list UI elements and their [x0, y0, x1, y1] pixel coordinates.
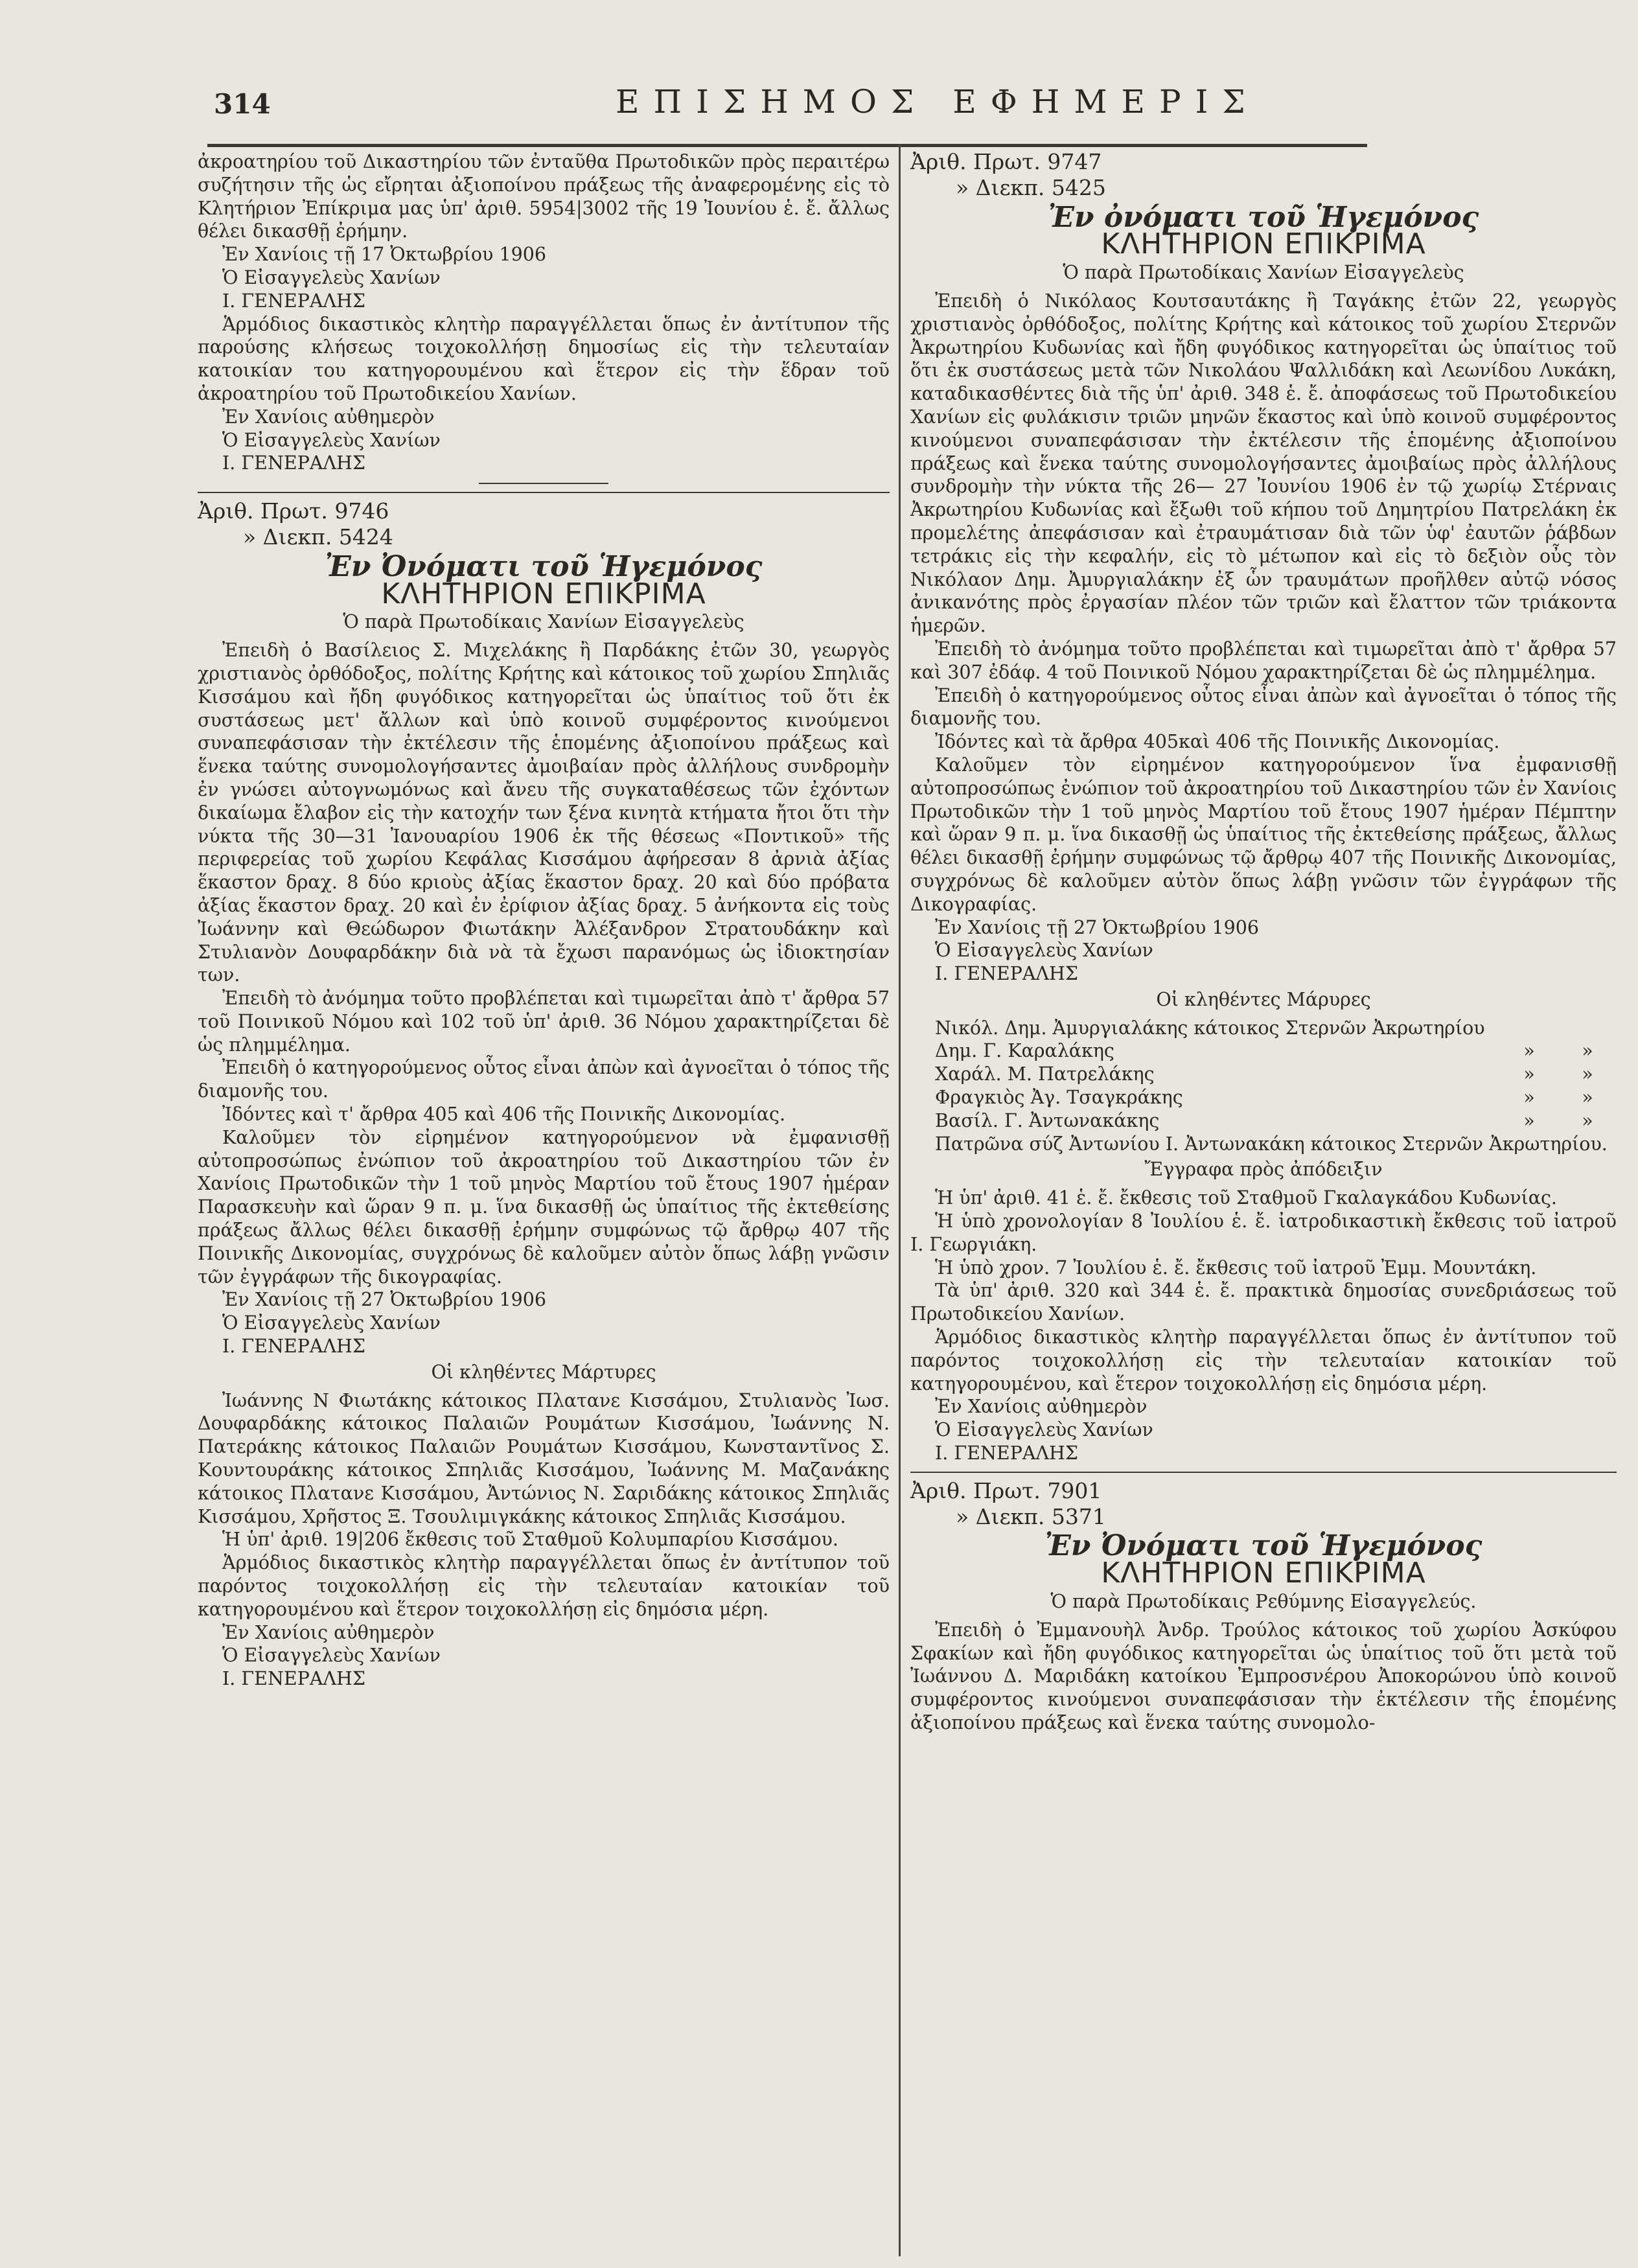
witnesses-table — [910, 1017, 1617, 1133]
case-date: Ἐν Χανίοις τῇ 27 Ὀκτωβρίου 1906 — [935, 916, 1259, 938]
case-notice: Ἁρμόδιος δικαστικὸς κλητὴρ παραγγέλλεται ὅπως ἐν ἀντίτυπον τοῦ παρόντος τοιχοκολλήσῃ εἰς τὴν τελευταίαν κατοικίαν τοῦ κατηγορουμένου καὶ ἕτερον τοιχοκολλήσῃ εἰς δημόσια μέρη. — [198, 1552, 890, 1620]
witness-name: Φραγκιὸς Ἀγ. Τσαγκράκης — [935, 1087, 1183, 1109]
ditto-mark: » — [1523, 1063, 1535, 1085]
protocol-number: Ἀριθ. Πρωτ. 9746 — [198, 498, 389, 524]
right-column — [910, 150, 1617, 1735]
ditto-mark: » — [1523, 1087, 1535, 1109]
ditto-mark: » — [1582, 1087, 1593, 1109]
case-notice-signature-name: Ι. ΓΕΝΕΡΑΛΗΣ — [222, 1668, 366, 1690]
case-heading: Ἐν ὀνόματι τοῦ Ἡγεμόνος — [1048, 200, 1479, 234]
witness-name: Χαράλ. Μ. Πατρελάκης — [935, 1063, 1155, 1085]
case-signature-name: Ι. ΓΕΝΕΡΑΛΗΣ — [935, 963, 1079, 985]
case-notice: Ἁρμόδιος δικαστικὸς κλητὴρ παραγγέλλεται ὅπως ἐν ἀντίτυπον τοῦ παρόντος τοιχοκολλήσῃ εἰς τὴν τελευταίαν κατοικίαν τοῦ κατηγορουμένου, καὶ ἕτερον τοιχοκολλήσῃ εἰς δημόσια μέρη. — [910, 1326, 1617, 1394]
case-paragraph: Καλοῦμεν τὸν εἰρημένον κατηγορούμενον νὰ ἐμφανισθῇ αὐτοπροσώπως ἐνώπιον τοῦ ἀκροατηρίου τοῦ Δικαστηρίου τῶν ἐν Χανίοις Πρωτοδικῶν τὴν 1 τοῦ μηνὸς Μαρτίου τοῦ ἔτους 1907 ἡμέραν Παρασκευὴν καὶ ὥραν 9 π. μ. ἵνα δικασθῇ ὡς ὑπαίτιος τῆς ἐκτεθείσης πράξεως ἄλλως θέλει δικασθῇ ἐρήμην συμφώνως τῷ ἄρθρῳ 407 τῆς Ποινικῆς Δικονομίας, συγχρόνως δὲ καλοῦμεν αὐτὸν ὅπως λάβῃ γνῶσιν τῶν ἐγγράφων τῆς δικογραφίας. — [198, 1126, 890, 1288]
section-divider — [479, 483, 608, 484]
protocol-number: Ἀριθ. Πρωτ. 9747 — [910, 149, 1102, 174]
intro-signature-name: Ι. ΓΕΝΕΡΑΛΗΣ — [222, 290, 366, 312]
witness-name: Νικόλ. Δημ. Ἀμυργιαλάκης κάτοικος Στερνῶν Ἀκρωτηρίου — [935, 1017, 1485, 1039]
case-date: Ἐν Χανίοις τῇ 27 Ὀκτωβρίου 1906 — [222, 1289, 546, 1311]
case-signature-name: Ι. ΓΕΝΕΡΑΛΗΣ — [222, 1336, 366, 1358]
case-paragraph: Ἐπειδὴ ὁ Βασίλειος Σ. Μιχελάκης ἢ Παρδάκης ἐτῶν 30, γεωργὸς χριστιανὸς ὀρθόδοξος, πολίτης Κρήτης καὶ κάτοικος τοῦ χωρίου Σπηλιᾶς Κισσάμου καὶ ἤδη φυγόδικος κατηγορεῖται ὡς ὑπαίτιος τοῦ ὅτι ἐκ συστάσεως μετ' ἄλλων καὶ ὑπὸ κοινοῦ συμφέροντος κινούμενοι συναπεφάσισαν τὴν ἐκτέλεσιν τῆς ἑπομένης ἀξιοποίνου πράξεως καὶ ἕνεκα ταύτης συνομολογήσαντες ἀμοιβαίαν πρὸς ἀλλήλους συνδρομὴν ἐν γνώσει αὐτογνωμόνως καὶ ἄνευ τῆς συγκαταθέσεως τῶν ἐχόντων δικαίωμα ἔλαβον εἰς τὴν κατοχήν των ξένα κινητὰ κτήματα ἤτοι ὅτι τὴν νύκτα τῆς 30—31 Ἰανουαρίου 1906 ἐκ τῆς θέσεως «Ποντικοῦ» τῆς περιφερείας τοῦ χωρίου Κεφάλας Κισσάμου ἀφήρεσαν 8 ἀρνιὰ ἀξίας ἕκαστον δραχ. 8 δύο κριοὺς ἀξίας ἕκαστον δραχ. 20 καὶ δύο πρόβατα ἀξίας ἕκαστον δραχ. 20 καὶ ἐν ἐρίφιον ἀξίας δραχ. 5 ἀνήκοντα εἰς τοὺς Ἰωάννην καὶ Θεώδωρον Φιωτάκην Ἀλέξανδρον Στρατουδάκην καὶ Στυλιανὸν Δουφαρδάκην διὰ νὰ τὰ ἔχωσι παρανόμως ὡς ἰδιοκτησίαν των. — [198, 640, 890, 986]
witnesses-heading: Οἱ κληθέντες Μάρυρες — [1156, 988, 1371, 1010]
case-notice-signature-title: Ὁ Εἰσαγγελεὺς Χανίων — [222, 1645, 441, 1667]
witness-name: Δημ. Γ. Καραλάκης — [935, 1040, 1114, 1062]
dispatch-number: » Διεκπ. 5371 — [956, 1503, 1106, 1529]
case-prosecutor: Ὁ παρὰ Πρωτοδίκαις Χανίων Εἰσαγγελεὺς — [1063, 262, 1464, 284]
case-prosecutor: Ὁ παρὰ Πρωτοδίκαις Ρεθύμνης Εἰσαγγελεύς. — [1050, 1591, 1477, 1613]
newspaper-title: ΕΠΙΣΗΜΟΣ ΕΦΗΜΕΡΙΣ — [616, 83, 1260, 121]
case-title: ΚΛΗΤΗΡΙΟΝ ΕΠΙΚΡΙΜΑ — [381, 577, 706, 610]
witnesses-heading: Οἱ κληθέντες Μάρτυρες — [431, 1361, 656, 1383]
ditto-mark: » — [1523, 1109, 1535, 1131]
case-paragraph: Ἰδόντες καὶ τ' ἄρθρα 405 καὶ 406 τῆς Ποινικῆς Δικονομίας. — [222, 1104, 786, 1126]
notice-date: Ἐν Χανίοις αὐθημερὸν — [222, 406, 435, 428]
ditto-mark: » — [1523, 1040, 1535, 1062]
header-rule — [207, 144, 1367, 147]
ditto-mark: » — [1582, 1063, 1593, 1085]
case-rule — [198, 492, 890, 493]
case-paragraph: Ἐπειδὴ ὁ Ἐμμανουὴλ Ἀνδρ. Τρούλος κάτοικος τοῦ χωρίου Ἀσκύφου Σφακίων καὶ ἤδη φυγόδικος κατηγορεῖται ὡς ὑπαίτιος τοῦ ὅτι μετὰ τοῦ Ἰωάννου Δ. Μαριδάκη κατοίκου Ἐμπροσνέρου Ἀποκορώνου ὑπὸ κοινοῦ συμφέροντος κινούμενοι συναπεφάσισαν τὴν ἐκτέλεσιν τῆς ἑπομένης ἀξιοποίνου πράξεως καὶ ἕνεκα ταύτης συνομολο- — [910, 1619, 1617, 1733]
column-divider — [899, 144, 901, 2256]
notice-paragraph: Ἁρμόδιος δικαστικὸς κλητὴρ παραγγέλλεται ὅπως ἐν ἀντίτυπον τῆς παρούσης κλήσεως τοιχοκολλήσῃ δημοσίως εἰς τὴν τελευταίαν κατοικίαν του κατηγορουμένου καὶ ἕτερον εἰς τὴν ἕδραν τοῦ ἀκροατηρίου τοῦ Πρωτοδικείου Χανίων. — [198, 313, 890, 404]
witnesses-list: Ἰωάννης Ν Φιωτάκης κάτοικος Πλατανε Κισσάμου, Στυλιανὸς Ἰωσ. Δουφαρδάκης κάτοικος Παλαιῶν Ρουμάτων Κισσάμου, Ἰωάννης Ν. Πατεράκης κάτοικος Παλαιῶν Ρουμάτων Κισσάμου, Κωνσταντῖνος Σ. Κουντουράκης κάτοικος Σπηλιᾶς Κισσάμου, Ἰωάννης Μ. Μαζανάκης κάτοικος Πλατανε Κισσάμου, Ἀντώνιος Ν. Σαριδάκης κάτοικος Σπηλιᾶς Κισσάμου, Χρῆστος Ξ. Τσουλιμιγκάκης κάτοικος Σπηλιᾶς Κισσάμου. — [198, 1389, 890, 1527]
case-paragraph: Ἐπειδὴ ὁ κατηγορούμενος οὗτος εἶναι ἀπὼν καὶ ἀγνοεῖται ὁ τόπος τῆς διαμονῆς του. — [198, 1057, 890, 1102]
case-prosecutor: Ὁ παρὰ Πρωτοδίκαις Χανίων Εἰσαγγελεὺς — [343, 611, 744, 633]
case-paragraph: Ἰδόντες καὶ τὰ ἄρθρα 405καὶ 406 τῆς Ποινικῆς Δικονομίας. — [935, 731, 1500, 753]
intro-paragraph: ἀκροατηρίου τοῦ Δικαστηρίου τῶν ἐνταῦθα Πρωτοδικῶν πρὸς περαιτέρω συζήτησιν τῆς ὡς εἴρηται ἀξιοποίνου πράξεως τῆς ἀναφερομένης εἰς τὸ Κλητήριον Ἐπίκριμα μας ὑπ' ἀριθ. 5954|3002 τῆς 19 Ἰουνίου ἑ. ἔ. ἄλλως θέλει δικασθῇ ἐρήμην. — [198, 151, 890, 242]
notice-signature-title: Ὁ Εἰσαγγελεὺς Χανίων — [222, 429, 441, 451]
documents-heading: Ἔγγραφα πρὸς ἀπόδειξιν — [1144, 1159, 1383, 1181]
document-item: Ἡ ὑπὸ χρον. 7 Ἰουλίου ἑ. ἔ. ἔκθεσις τοῦ ἰατροῦ Ἐμμ. Μουντάκη. — [935, 1256, 1537, 1279]
witness-last: Πατρῶνα σύζ Ἀντωνίου Ι. Ἀντωνακάκη κάτοικος Στερνῶν Ἀκρωτηρίου. — [935, 1133, 1608, 1155]
document-item: Ἡ ὑπὸ χρονολογίαν 8 Ἰουλίου ἑ. ἔ. ἰατροδικαστικὴ ἔκθεσις τοῦ ἰατροῦ Ι. Γεωργιάκη. — [910, 1210, 1617, 1255]
case-rule — [910, 1472, 1617, 1473]
case-signature-title: Ὁ Εἰσαγγελεὺς Χανίων — [935, 940, 1153, 962]
ditto-mark: » — [1582, 1109, 1593, 1131]
document-item: Τὰ ὑπ' ἀριθ. 320 καὶ 344 ἑ. ἔ. πρακτικὰ δημοσίας συνεδριάσεως τοῦ Πρωτοδικείου Χανίων. — [910, 1280, 1617, 1325]
case-paragraph: Ἐπειδὴ ὁ Νικόλαος Κουτσαυτάκης ἢ Ταγάκης ἐτῶν 22, γεωργὸς χριστιανὸς ὀρθόδοξος, πολίτης Κρήτης καὶ κάτοικος τοῦ χωρίου Στερνῶν Ἀκρωτηρίου Κυδωνίας καὶ ἤδη φυγόδικος κατηγορεῖται ὡς ὑπαίτιος τοῦ ὅτι ἐκ συστάσεως μετὰ τῶν Νικολάου Ψαλλιδάκη καὶ Λεωνίδου Λυκάκη, καταδικασθέντες διὰ τῆς ὑπ' ἀριθ. 348 ἑ. ἔ. ἀποφάσεως τοῦ Πρωτοδικείου Χανίων εἰς φυλάκισιν τριῶν μηνῶν ἕκαστος καὶ ὑπὸ κοινοῦ συμφέροντος κινούμενοι συναπεφάσισαν τὴν ἐκτέλεσιν τῆς ἑπομένης ἀξιοποίνου πράξεως καὶ ἕνεκα ταύτης συνομολογήσαντες ἀμοιβαίως πρὸς ἀλλήλους συνδρομὴν τὴν νύκτα τῆς 26— 27 Ἰουνίου 1906 ἐν τῷ χωρίῳ Στέρναις Ἀκρωτηρίου Κυδωνίας καὶ ἔξωθι τοῦ κήπου τοῦ Δημητρίου Πατρελάκη ἐκ προμελέτης ἀπεφάσισαν καὶ ἐτραυμάτισαν διὰ τῶν ὑφ' ἐαυτῶν ῥάβδων τετράκις εἰς τὴν κεφαλήν, εἰς τὸ μέτωπον καὶ εἰς τὸ δεξιὸν οὖς τὸν Νικόλαον Δημ. Ἀμυργιαλάκην ἐξ ὧν τραυμάτων προῆλθεν αὐτῷ νόσος ἀνικανότης πρὸς ἐργασίαν πλέον τῶν τριῶν καὶ ἔλαττον τῶν τριάκοντα ἡμερῶν. — [910, 290, 1617, 637]
case-paragraph: Ἐπειδὴ τὸ ἀνόμημα τοῦτο προβλέπεται καὶ τιμωρεῖται ἀπὸ τ' ἄρθρα 57 τοῦ Ποινικοῦ Νόμου καὶ 102 τοῦ ὑπ' ἀριθ. 36 Νόμου χαρακτηρίζεται δὲ ὡς πλημμέλημα. — [198, 988, 890, 1056]
case-paragraph: Καλοῦμεν τὸν εἰρημένον κατηγορούμενον ἵνα ἐμφανισθῇ αὐτοπροσώπως ἐνώπιον τοῦ ἀκροατηρίου τοῦ Δικαστηρίου τῶν ἐν Χανίοις Πρωτοδικῶν τὴν 1 τοῦ μηνὸς Μαρτίου τοῦ ἔτους 1907 ἡμέραν Πέμπτην καὶ ὥραν 9 π. μ. ἵνα δικασθῇ ὡς ὑπαίτιος τῆς ἐκτεθείσης πράξεως, ἄλλως θέλει δικασθῇ ἐρήμην συμφώνως τῷ ἄρθρῳ 407 τῆς Ποινικῆς Δικονομίας, συγχρόνως δὲ καλοῦμεν αὐτὸν ὅπως λάβῃ γνῶσιν τῶν ἐγγράφων τῆς Δικογραφίας. — [910, 754, 1617, 915]
witness-row — [935, 1039, 1617, 1063]
case-title: ΚΛΗΤΗΡΙΟΝ ΕΠΙΚΡΙΜΑ — [1101, 227, 1426, 261]
page-number: 314 — [214, 88, 271, 120]
notice-signature-name: Ι. ΓΕΝΕΡΑΛΗΣ — [222, 452, 366, 474]
document-item: Ἡ ὑπ' ἀριθ. 41 ἑ. ἔ. ἔκθεσις τοῦ Σταθμοῦ Γκαλαγκάδου Κυδωνίας. — [935, 1187, 1557, 1209]
case-notice-date: Ἐν Χανίοις αὐθημερὸν — [222, 1621, 435, 1643]
case-notice-signature-name: Ι. ΓΕΝΕΡΑΛΗΣ — [935, 1442, 1079, 1464]
dispatch-number: » Διεκπ. 5425 — [956, 174, 1106, 200]
case-signature-title: Ὁ Εἰσαγγελεὺς Χανίων — [222, 1312, 441, 1334]
case-heading: Ἐν Ὀνόματι τοῦ Ἡγεμόνος — [1044, 1529, 1482, 1563]
ditto-mark: » — [1582, 1040, 1593, 1062]
intro-signature-title: Ὁ Εἰσαγγελεὺς Χανίων — [222, 266, 441, 288]
case-paragraph: Ἐπειδὴ τὸ ἀνόμημα τοῦτο προβλέπεται καὶ τιμωρεῖται ἀπὸ τ' ἄρθρα 57 καὶ 307 ἐδάφ. 4 τοῦ Ποινικοῦ Νόμου χαρακτηρίζεται δὲ ὡς πλημμέλημα. — [910, 638, 1617, 683]
witness-row — [935, 1086, 1617, 1109]
case-paragraph: Ἐπειδὴ ὁ κατηγορούμενος οὗτος εἶναι ἀπὼν καὶ ἀγνοεῖται ὁ τόπος τῆς διαμονῆς του. — [910, 684, 1617, 730]
witness-name: Βασίλ. Γ. Ἀντωνακάκης — [935, 1109, 1160, 1131]
witness-row — [935, 1063, 1617, 1086]
left-column — [198, 150, 890, 1691]
case-notice-date: Ἐν Χανίοις αὐθημερὸν — [935, 1396, 1148, 1418]
dispatch-number: » Διεκπ. 5424 — [243, 524, 393, 550]
case-title: ΚΛΗΤΗΡΙΟΝ ΕΠΙΚΡΙΜΑ — [1101, 1556, 1426, 1590]
case-notice-signature-title: Ὁ Εἰσαγγελεὺς Χανίων — [935, 1419, 1153, 1441]
witness-row — [935, 1109, 1617, 1133]
document-evidence: Ἡ ὑπ' ἀριθ. 19|206 ἔκθεσις τοῦ Σταθμοῦ Κολυμπαρίου Κισσάμου. — [222, 1529, 838, 1551]
case-heading: Ἐν Ὀνόματι τοῦ Ἡγεμόνος — [325, 550, 763, 583]
protocol-number: Ἀριθ. Πρωτ. 7901 — [910, 1477, 1102, 1503]
witness-row — [935, 1017, 1617, 1040]
page-header — [214, 83, 1315, 137]
intro-date: Ἐν Χανίοις τῇ 17 Ὀκτωβρίου 1906 — [222, 244, 546, 266]
